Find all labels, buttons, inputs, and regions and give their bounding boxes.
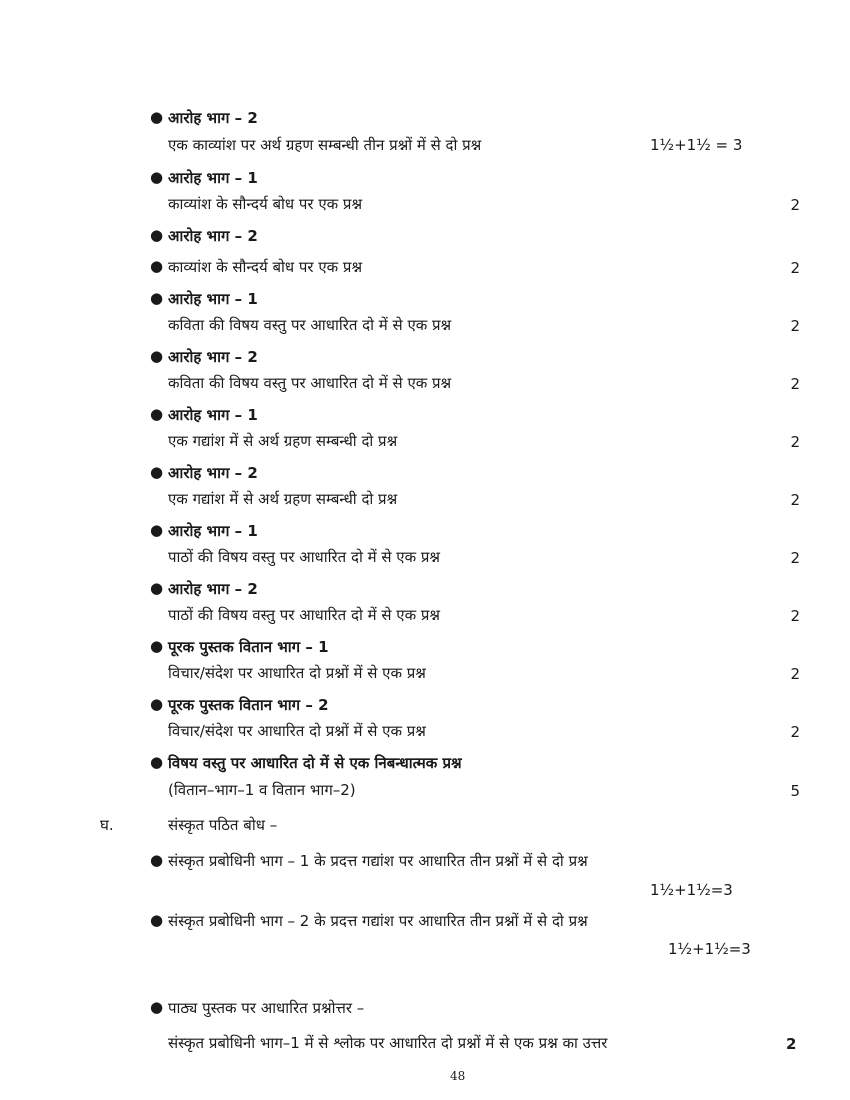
item-description: कविता की विषय वस्तु पर आधारित दो में से एक प्रश्न [168, 316, 452, 334]
item-marks: 2 [790, 665, 800, 683]
item-marks: 2 [790, 375, 800, 393]
item-description: काव्यांश के सौन्दर्य बोध पर एक प्रश्न [168, 195, 363, 213]
bullet: ● [150, 405, 164, 423]
bullet: ● [150, 168, 164, 186]
bullet: ● [150, 289, 164, 307]
item-description: पाठों की विषय वस्तु पर आधारित दो में से एक प्रश्न [168, 548, 440, 566]
bullet: ● [150, 695, 164, 713]
bullet: ● [150, 521, 164, 539]
bullet: ● [150, 257, 164, 275]
item-marks: 2 [790, 317, 800, 335]
item-description: पाठों की विषय वस्तु पर आधारित दो में से एक प्रश्न [168, 606, 440, 624]
item-heading: आरोह भाग – 2 [168, 464, 258, 482]
textbook-description: संस्कृत प्रबोधिनी भाग–1 में से श्लोक पर आधारित दो प्रश्नों में से एक प्रश्न का उत्तर [168, 1034, 608, 1052]
sanskrit-item-text: संस्कृत प्रबोधिनी भाग – 2 के प्रदत्त गद्यांश पर आधारित तीन प्रश्नों में से दो प्रश्न [168, 912, 588, 930]
item-description: एक गद्यांश में से अर्थ ग्रहण सम्बन्धी दो प्रश्न [168, 490, 398, 508]
item-description: विचार/संदेश पर आधारित दो प्रश्नों में से एक प्रश्न [168, 664, 426, 682]
page-number: 48 [450, 1069, 466, 1083]
item-heading: आरोह भाग – 2 [168, 109, 258, 127]
item-heading: आरोह भाग – 1 [168, 290, 258, 308]
bullet: ● [150, 226, 164, 244]
item-heading: आरोह भाग – 1 [168, 169, 258, 187]
item-heading: विषय वस्तु पर आधारित दो में से एक निबन्धात्मक प्रश्न [168, 754, 462, 772]
bullet: ● [150, 753, 164, 771]
section-label: घ. [100, 816, 114, 834]
item-marks: 2 [790, 259, 800, 277]
textbook-heading: पाठ्य पुस्तक पर आधारित प्रश्नोत्तर – [168, 999, 365, 1017]
item-heading: आरोह भाग – 2 [168, 348, 258, 366]
item-heading: आरोह भाग – 2 [168, 227, 258, 245]
item-marks: 2 [790, 433, 800, 451]
bullet: ● [150, 347, 164, 365]
bullet: ● [150, 851, 164, 869]
bullet: ● [150, 579, 164, 597]
item-marks: 1½+1½ = 3 [650, 136, 743, 154]
item-marks: 2 [790, 549, 800, 567]
item-heading: आरोह भाग – 2 [168, 580, 258, 598]
item-marks: 2 [790, 491, 800, 509]
bullet: ● [150, 911, 164, 929]
bullet: ● [150, 463, 164, 481]
sanskrit-item-marks: 1½+1½=3 [650, 881, 733, 899]
item-description: (वितान–भाग–1 व वितान भाग–2) [168, 781, 356, 799]
section-title: संस्कृत पठित बोध – [168, 816, 278, 834]
item-heading: आरोह भाग – 1 [168, 406, 258, 424]
item-description: एक गद्यांश में से अर्थ ग्रहण सम्बन्धी दो प्रश्न [168, 432, 398, 450]
sanskrit-item-marks: 1½+1½=3 [668, 940, 751, 958]
bullet: ● [150, 998, 164, 1016]
textbook-marks: 2 [786, 1035, 797, 1053]
item-heading: पूरक पुस्तक वितान भाग – 2 [168, 696, 329, 714]
item-marks: 2 [790, 607, 800, 625]
bullet: ● [150, 108, 164, 126]
item-heading: आरोह भाग – 1 [168, 522, 258, 540]
item-description: काव्यांश के सौन्दर्य बोध पर एक प्रश्न [168, 258, 363, 276]
item-description: एक काव्यांश पर अर्थ ग्रहण सम्बन्धी तीन प्रश्नों में से दो प्रश्न [168, 136, 482, 154]
item-heading: पूरक पुस्तक वितान भाग – 1 [168, 638, 329, 656]
sanskrit-item-text: संस्कृत प्रबोधिनी भाग – 1 के प्रदत्त गद्यांश पर आधारित तीन प्रश्नों में से दो प्रश्न [168, 852, 588, 870]
item-description: विचार/संदेश पर आधारित दो प्रश्नों में से एक प्रश्न [168, 722, 426, 740]
bullet: ● [150, 637, 164, 655]
item-marks: 2 [790, 196, 800, 214]
item-description: कविता की विषय वस्तु पर आधारित दो में से एक प्रश्न [168, 374, 452, 392]
item-marks: 5 [790, 782, 800, 800]
item-marks: 2 [790, 723, 800, 741]
